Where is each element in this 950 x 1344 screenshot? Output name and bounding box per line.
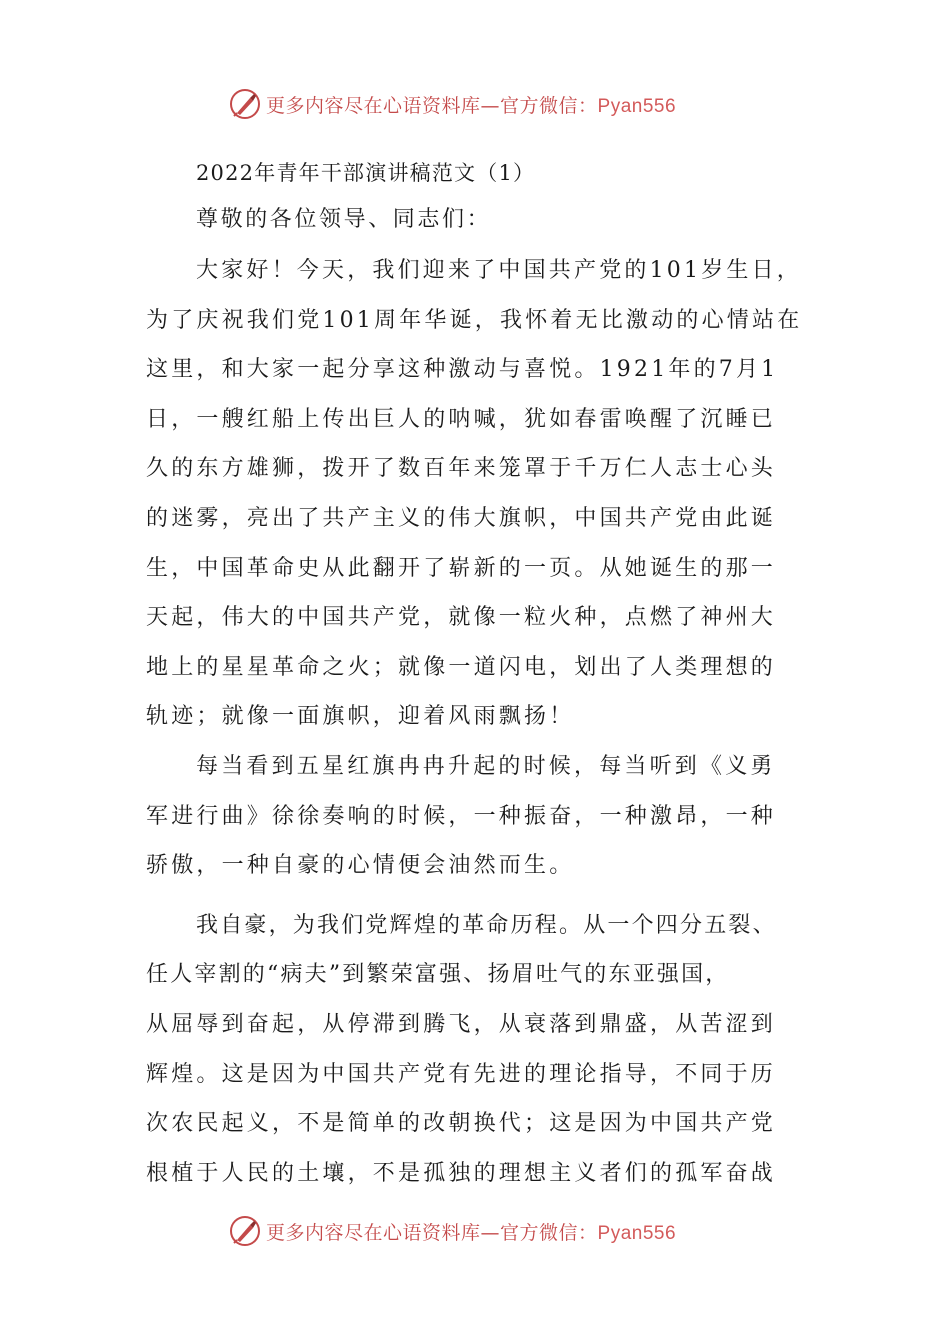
watermark-text <box>266 91 676 118</box>
pen-nib-logo-icon <box>228 1214 262 1248</box>
paragraph-line: 地上的星星革命之火；就像一道闪电，划出了人类理想的 <box>146 654 777 680</box>
paragraph-line: 根植于人民的土壤，不是孤独的理想主义者们的孤军奋战 <box>146 1160 777 1186</box>
document-body <box>146 152 812 1198</box>
paragraph-line: 每当看到五星红旗冉冉升起的时候，每当听到《义勇 <box>196 753 776 779</box>
paragraph-line: 日，一艘红船上传出巨人的呐喊，犹如春雷唤醒了沉睡已 <box>146 406 777 432</box>
pen-nib-logo-icon <box>228 87 262 121</box>
document-title: 2022年青年干部演讲稿范文（1） <box>196 161 536 185</box>
paragraph-2 <box>146 742 812 891</box>
watermark-wechat-id: Pyan556 <box>597 95 677 117</box>
watermark-wechat-id: Pyan556 <box>597 1222 677 1244</box>
watermark-slogan: 更多内容尽在心语资料库 <box>266 1221 481 1244</box>
paragraph-1 <box>146 246 812 742</box>
watermark-slogan: 更多内容尽在心语资料库 <box>266 94 481 117</box>
paragraph-line: 我自豪，为我们党辉煌的革命历程。从一个四分五裂、 <box>196 912 777 938</box>
footer-watermark <box>228 1211 676 1251</box>
paragraph-line: 军进行曲》徐徐奏响的时候，一种振奋，一种激昂，一种 <box>146 803 777 829</box>
paragraph-line: 为了庆祝我们党101周年华诞，我怀着无比激动的心情站在 <box>146 307 803 333</box>
paragraph-line: 久的东方雄狮，拨开了数百年来笼罩于千万仁人志士心头 <box>146 456 777 482</box>
watermark-text <box>266 1218 676 1245</box>
paragraph-line: 生，中国革命史从此翻开了崭新的一页。从她诞生的那一 <box>146 555 777 581</box>
paragraph-line: 这里，和大家一起分享这种激动与喜悦。1921年的7月1 <box>146 357 779 383</box>
watermark-wechat-label: 官方微信： <box>500 94 598 117</box>
watermark-wechat-label: 官方微信： <box>500 1221 598 1244</box>
header-watermark <box>228 84 676 124</box>
paragraph-line: 辉煌。这是因为中国共产党有先进的理论指导，不同于历 <box>146 1061 777 1087</box>
paragraph-line: 的迷雾，亮出了共产主义的伟大旗帜，中国共产党由此诞 <box>146 505 777 531</box>
paragraph-line: 骄傲，一种自豪的心情便会油然而生。 <box>146 853 575 879</box>
paragraph-3 <box>146 901 812 1199</box>
paragraph-line: 任人宰割的“病夫”到繁荣富强、扬眉吐气的东亚强国， <box>146 962 730 988</box>
watermark-separator: — <box>480 1221 501 1244</box>
paragraph-line: 大家好！今天，我们迎来了中国共产党的101岁生日， <box>196 258 802 283</box>
paragraph-line: 次农民起义，不是简单的改朝换代；这是因为中国共产党 <box>146 1111 777 1137</box>
paragraph-line: 轨迹；就像一面旗帜，迎着风雨飘扬！ <box>146 704 575 730</box>
paragraph-line: 天起，伟大的中国共产党，就像一粒火种，点燃了神州大 <box>146 605 777 631</box>
salutation: 尊敬的各位领导、同志们： <box>196 207 492 232</box>
watermark-separator: — <box>480 94 501 117</box>
paragraph-line: 从屈辱到奋起，从停滞到腾飞，从衰落到鼎盛，从苦涩到 <box>146 1011 777 1037</box>
